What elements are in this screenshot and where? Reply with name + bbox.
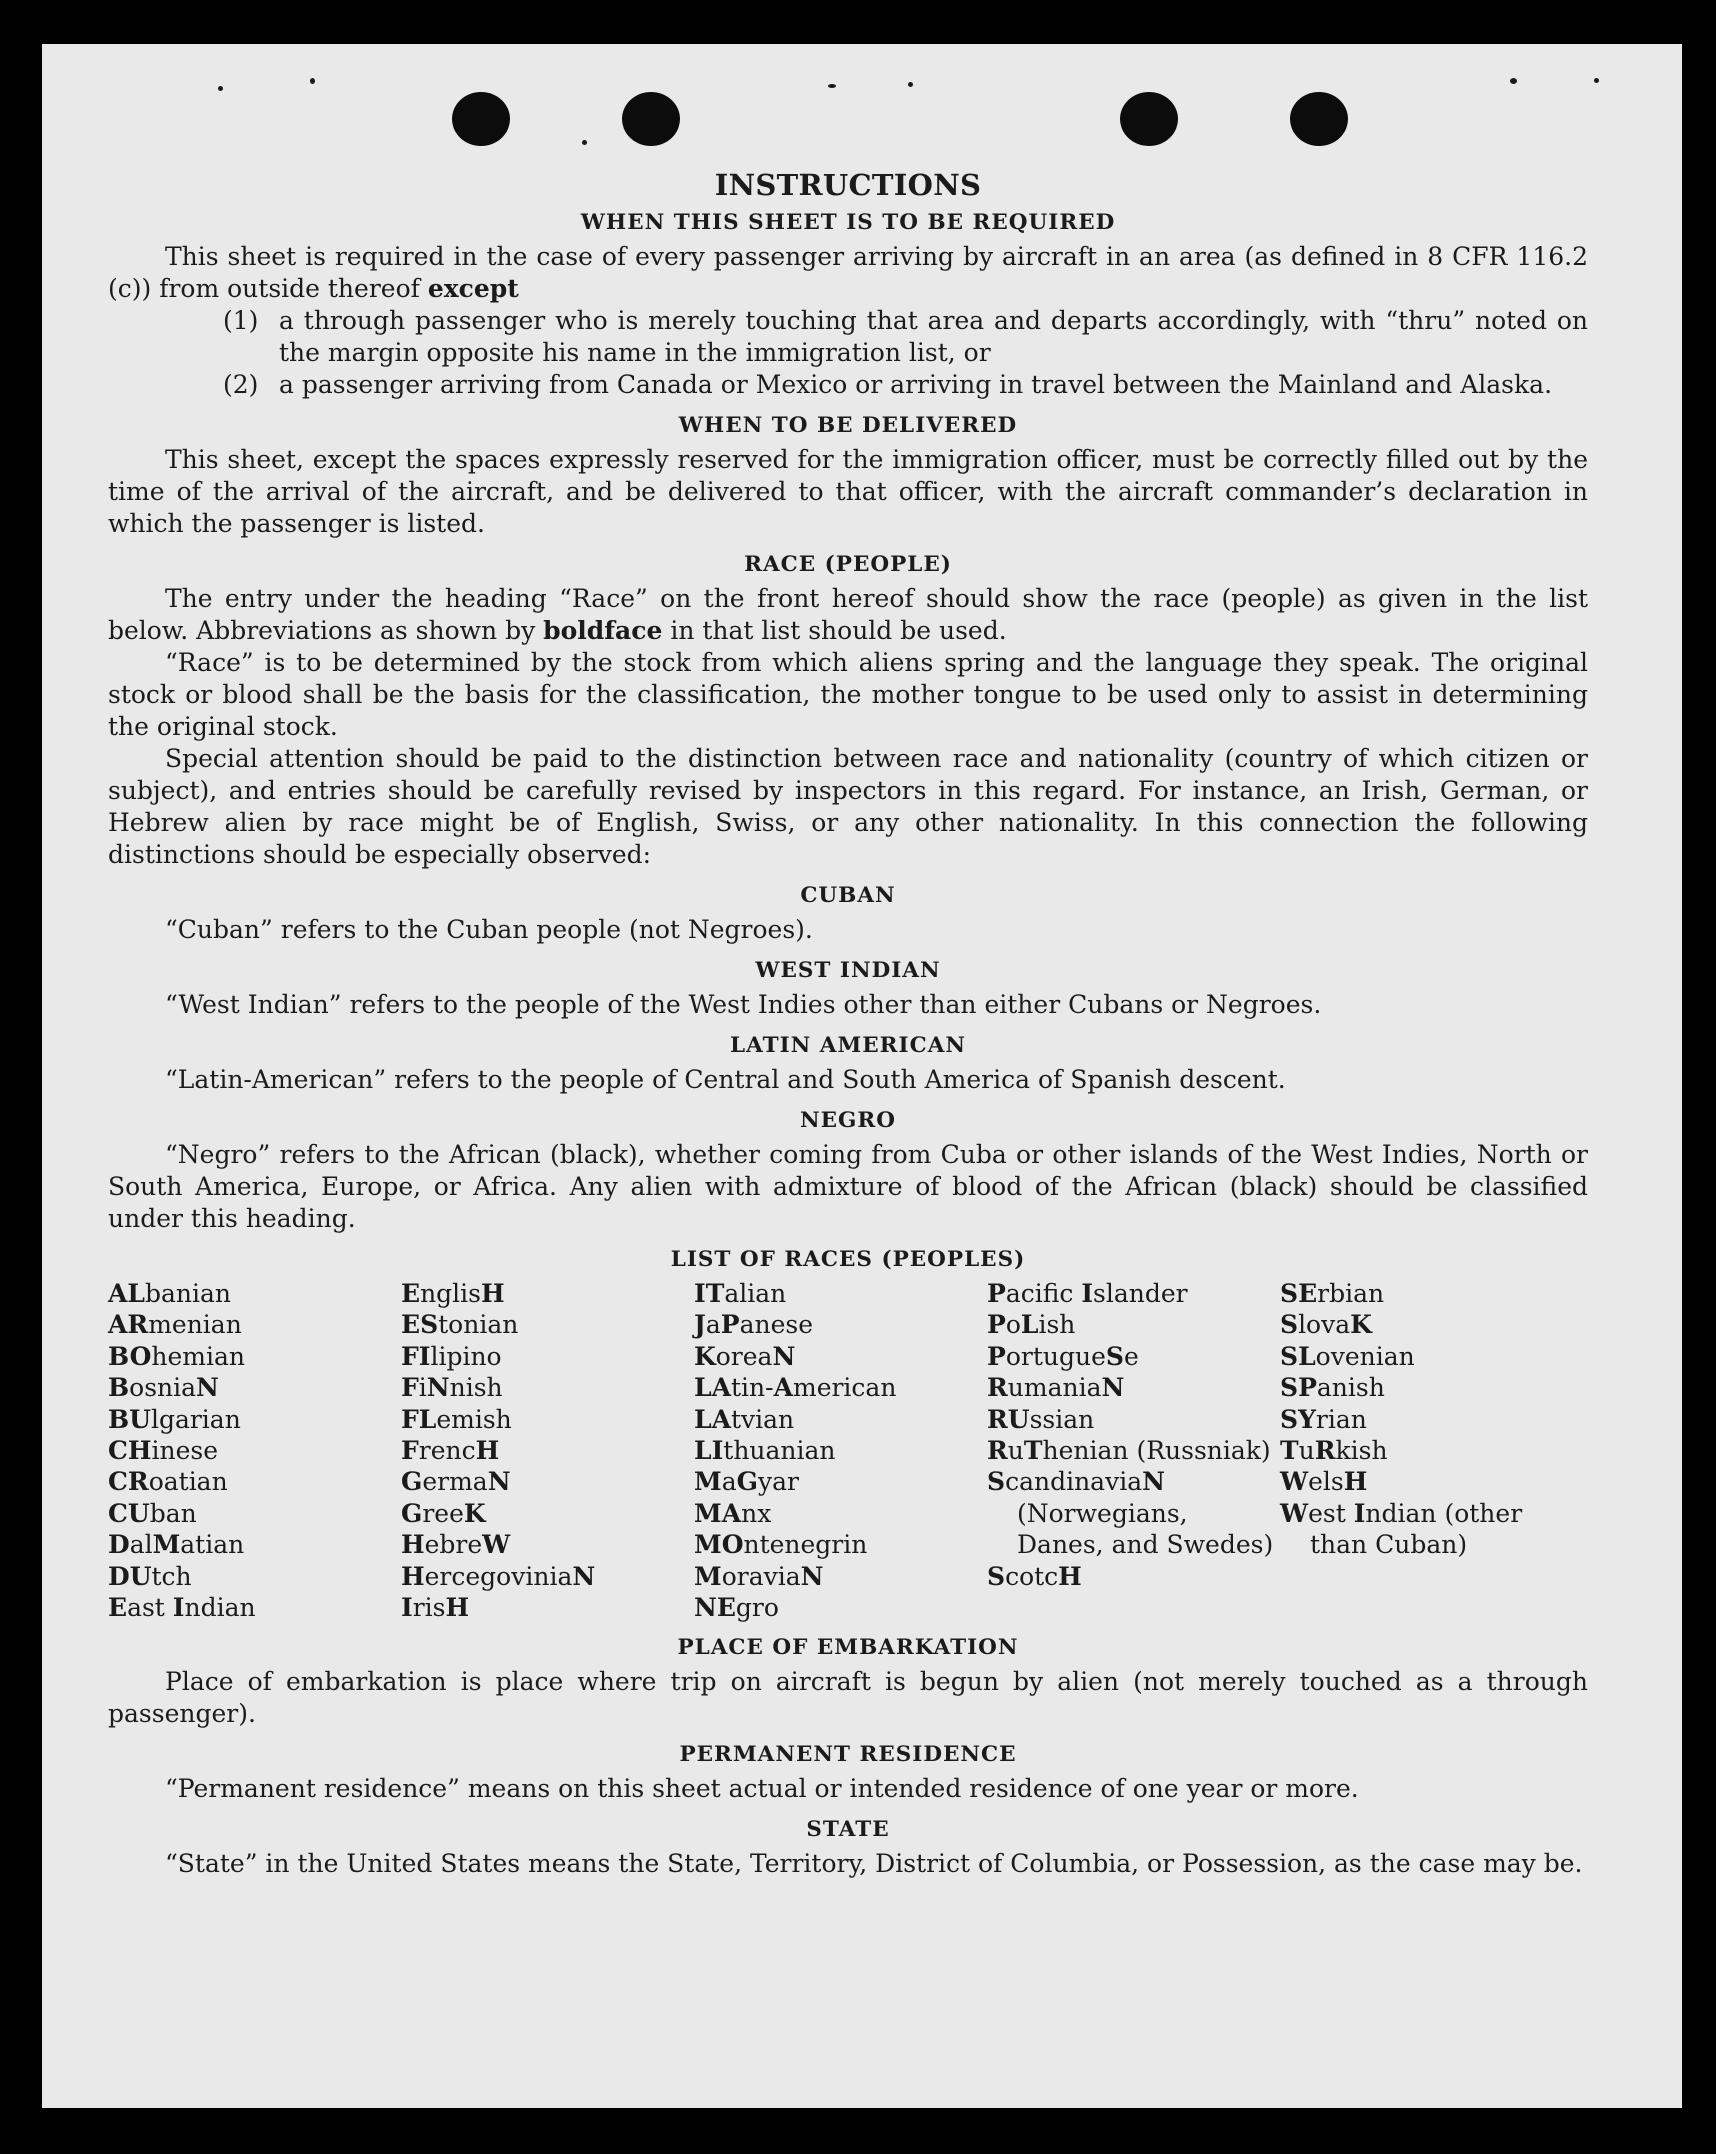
race-entry: SErbian bbox=[1280, 1279, 1385, 1308]
heading-cuban: CUBAN bbox=[800, 883, 896, 908]
definition-cuban: “Cuban” refers to the Cuban people (not Negroes). bbox=[165, 915, 813, 944]
punch-hole bbox=[452, 92, 510, 146]
race-column-3 bbox=[694, 1278, 987, 1623]
document-sheet bbox=[42, 44, 1682, 2108]
race-entry: EnglisH bbox=[401, 1279, 505, 1308]
race-entry: ITalian bbox=[694, 1279, 787, 1308]
heading-negro: NEGRO bbox=[800, 1108, 896, 1133]
race-entry: FiNnish bbox=[401, 1373, 503, 1403]
race-entry: Pacific Islander bbox=[987, 1279, 1188, 1308]
race-entry: West Indian (other than Cuban) bbox=[1280, 1498, 1523, 1560]
heading-when-required: WHEN THIS SHEET IS TO BE REQUIRED bbox=[580, 210, 1116, 235]
race-column-5 bbox=[1280, 1278, 1573, 1623]
punch-hole bbox=[1290, 92, 1348, 146]
paragraph-requirement bbox=[108, 241, 1588, 305]
heading-latin-american: LATIN AMERICAN bbox=[729, 1033, 967, 1058]
race-entry: BUlgarian bbox=[108, 1404, 241, 1434]
text-span: in that list should be used. bbox=[662, 616, 1007, 645]
heading-west-indian: WEST INDIAN bbox=[755, 958, 941, 983]
race-entry: PoLish bbox=[987, 1310, 1076, 1340]
race-entry: SYrian bbox=[1280, 1404, 1367, 1434]
text-span: The entry under the heading “Race” on the front hereof should show the race (people) as given in the list below. Abbreviations as shown by bbox=[108, 584, 1588, 645]
speck bbox=[1510, 78, 1517, 84]
punch-hole bbox=[1120, 92, 1178, 146]
item-number: (1) bbox=[223, 306, 259, 335]
race-entry: JaPanese bbox=[694, 1310, 813, 1340]
bold-text: except bbox=[427, 274, 519, 303]
race-entry: MAnx bbox=[694, 1498, 772, 1528]
race-entry: CRoatian bbox=[108, 1467, 228, 1497]
race-entry: MaGyar bbox=[694, 1467, 799, 1497]
heading-embarkation: PLACE OF EMBARKATION bbox=[677, 1635, 1019, 1661]
race-entry: IrisH bbox=[401, 1593, 470, 1623]
race-entry: MOntenegrin bbox=[694, 1530, 868, 1560]
race-entry: FIlipino bbox=[401, 1341, 502, 1371]
definition-embarkation: Place of embarkation is place where trip on aircraft is begun by alien (not merely touched as a through passenger). bbox=[108, 1667, 1588, 1729]
exception-item-1 bbox=[108, 305, 1588, 369]
race-entry: ARmenian bbox=[108, 1310, 242, 1340]
race-entry: RUssian bbox=[987, 1404, 1095, 1434]
text-span: This sheet is required in the case of every passenger arriving by aircraft in an area (as defined in 8 CFR 116.2 (c)) from outside thereof bbox=[108, 242, 1588, 303]
race-entry: SPanish bbox=[1280, 1373, 1385, 1403]
definition-latin-american: “Latin-American” refers to the people of Central and South America of Spanish descent. bbox=[165, 1065, 1286, 1094]
heading-list-of-races: LIST OF RACES (PEOPLES) bbox=[670, 1247, 1026, 1272]
race-entry: RuThenian (Russniak) bbox=[987, 1436, 1271, 1466]
race-list bbox=[108, 1278, 1588, 1623]
instructions-body bbox=[108, 168, 1588, 1880]
race-entry: RumaniaN bbox=[987, 1373, 1125, 1403]
race-entry: ScotcH bbox=[987, 1561, 1082, 1591]
definition-state: “State” in the United States means the State, Territory, District of Columbia, or Possession, as the case may be. bbox=[165, 1849, 1583, 1879]
race-entry: WelsH bbox=[1280, 1467, 1368, 1497]
race-entry: GermaN bbox=[401, 1467, 511, 1497]
race-entry: ScandinaviaN (Norwegians, Danes, and Swedes) bbox=[987, 1467, 1274, 1560]
race-entry: SLovenian bbox=[1280, 1341, 1415, 1371]
punch-hole bbox=[622, 92, 680, 146]
race-entry: KoreaN bbox=[694, 1341, 796, 1371]
speck bbox=[218, 86, 223, 91]
paragraph-delivery: This sheet, except the spaces expressly reserved for the immigration officer, must be correctly filled out by the time of the arrival of the aircraft, and be delivered to that officer, with the aircraft commander’s declaration in which the passenger is listed. bbox=[108, 445, 1588, 538]
heading-permanent-residence: PERMANENT RESIDENCE bbox=[679, 1742, 1017, 1768]
paragraph-race-determination: “Race” is to be determined by the stock from which aliens spring and the language they speak. The original stock or blood shall be the basis for the classification, the mother tongue to be used only to assist in determining the original stock. bbox=[108, 648, 1588, 741]
race-entry: BOhemian bbox=[108, 1341, 245, 1371]
speck bbox=[908, 82, 913, 87]
race-entry: HebreW bbox=[401, 1530, 511, 1560]
heading-race: RACE (PEOPLE) bbox=[744, 552, 952, 577]
race-entry: MoraviaN bbox=[694, 1561, 824, 1591]
speck bbox=[582, 140, 587, 145]
race-entry: LAtin-American bbox=[694, 1373, 897, 1403]
paragraph-race-nationality: Special attention should be paid to the distinction between race and nationality (country of which citizen or subject), and entries should be carefully revised by inspectors in this regard. For instance, an Irish, German, or Hebrew alien by race might be of English, Swiss, or any other nationality. In this connection the following distinctions should be especially observed: bbox=[108, 744, 1588, 869]
speck bbox=[828, 84, 836, 88]
race-entry: BosniaN bbox=[108, 1373, 219, 1403]
definition-west-indian: “West Indian” refers to the people of the West Indies other than either Cubans or Negroes. bbox=[165, 990, 1322, 1019]
race-entry: LIthuanian bbox=[694, 1436, 836, 1466]
race-entry: DalMatian bbox=[108, 1530, 245, 1560]
paragraph-race-entry bbox=[108, 583, 1588, 647]
definition-negro: “Negro” refers to the African (black), whether coming from Cuba or other islands of the West Indies, North or South America, Europe, or Africa. Any alien with admixture of blood of the African (black) should be classified under this heading. bbox=[108, 1140, 1588, 1233]
race-entry: CUban bbox=[108, 1498, 197, 1528]
exception-item-2 bbox=[108, 369, 1588, 401]
heading-when-delivered: WHEN TO BE DELIVERED bbox=[678, 413, 1018, 438]
race-entry: HercegoviniaN bbox=[401, 1561, 596, 1591]
bold-text: boldface bbox=[543, 616, 663, 645]
item-number: (2) bbox=[223, 370, 259, 399]
race-entry: CHinese bbox=[108, 1436, 219, 1466]
race-entry: ALbanian bbox=[108, 1279, 231, 1308]
race-entry: GreeK bbox=[401, 1498, 486, 1528]
race-entry: DUtch bbox=[108, 1561, 192, 1591]
race-entry: SlovaK bbox=[1280, 1310, 1372, 1340]
speck bbox=[1594, 78, 1599, 83]
race-entry: East Indian bbox=[108, 1593, 256, 1623]
race-column-2 bbox=[401, 1278, 694, 1623]
speck bbox=[310, 78, 315, 84]
race-entry: TuRkish bbox=[1280, 1436, 1388, 1466]
race-column-4 bbox=[987, 1278, 1280, 1623]
race-entry: EStonian bbox=[401, 1310, 519, 1340]
race-entry: PortugueSe bbox=[987, 1341, 1139, 1371]
item-text: a through passenger who is merely touching that area and departs accordingly, with “thru” noted on the margin opposite his name in the immigration list, or bbox=[279, 306, 1588, 367]
heading-state: STATE bbox=[806, 1817, 890, 1843]
race-column-1 bbox=[108, 1278, 401, 1623]
item-text: a passenger arriving from Canada or Mexico or arriving in travel between the Mainland and Alaska. bbox=[279, 370, 1553, 399]
definition-permanent-residence: “Permanent residence” means on this sheet actual or intended residence of one year or more. bbox=[165, 1774, 1359, 1804]
race-entry: NEgro bbox=[694, 1593, 779, 1623]
race-entry: LAtvian bbox=[694, 1404, 795, 1434]
race-entry: FrencH bbox=[401, 1436, 500, 1466]
race-entry: FLemish bbox=[401, 1404, 512, 1434]
document-title: INSTRUCTIONS bbox=[714, 168, 982, 202]
